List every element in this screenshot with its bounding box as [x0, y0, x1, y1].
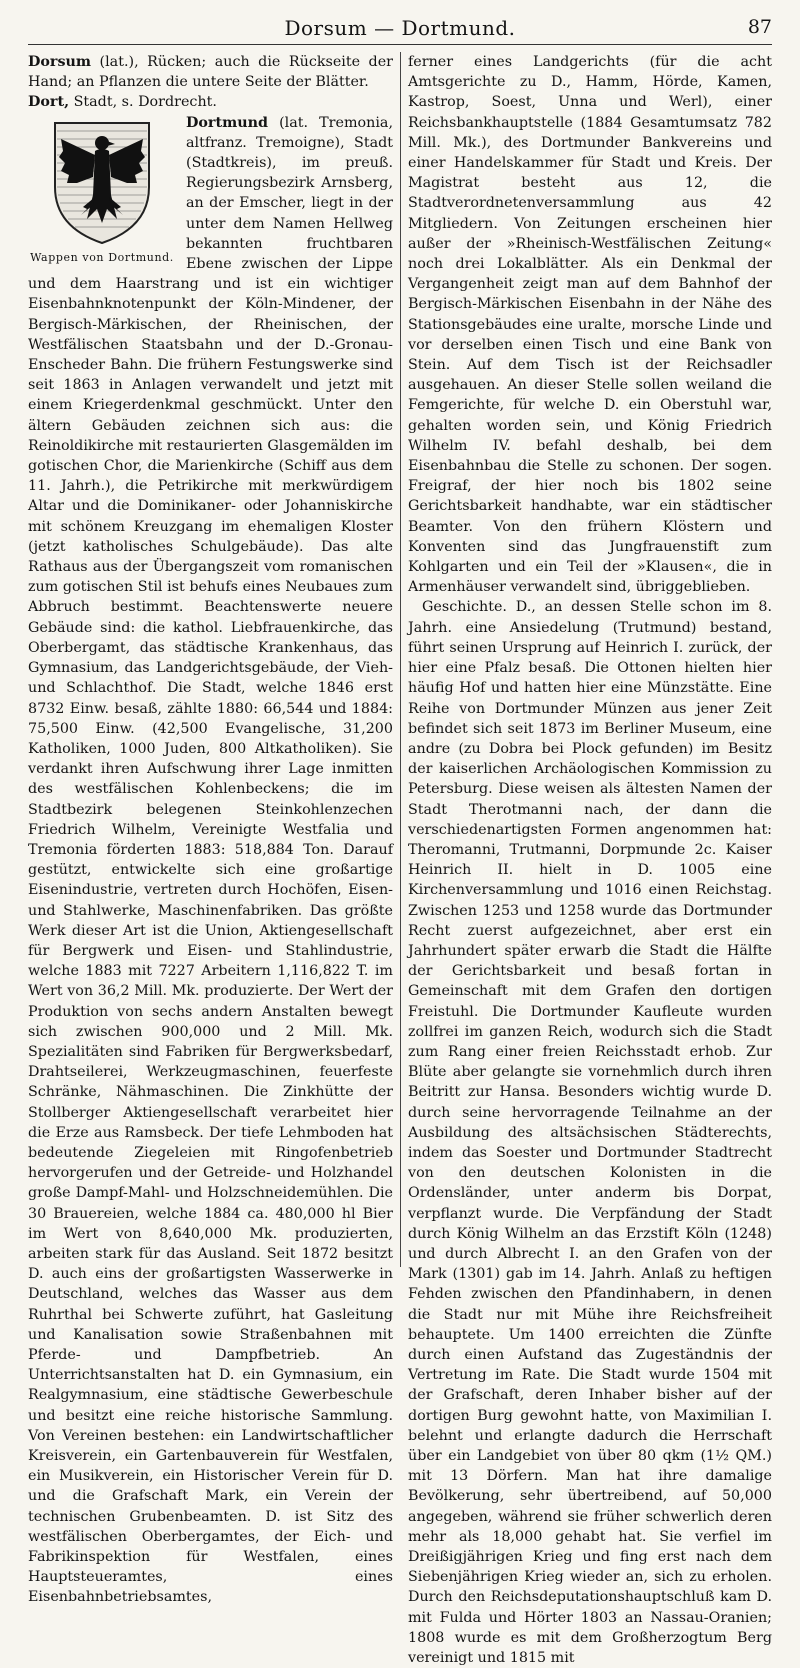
- entry-dortmund: [28, 113, 393, 1608]
- eagle-coat-of-arms-icon: [47, 117, 157, 247]
- lemma-dortmund: Dortmund: [186, 114, 268, 131]
- page-number: 87: [747, 16, 772, 38]
- paragraph-history: Geschichte. D., an dessen Stelle schon im 8. Jahrh. eine Ansiedelung (Trutmund) bestand, führt seinen Ursprung auf Heinrich I. zurück, der hier eine Pfalz besaß. Die Ottonen hielten hier häufig Hof und hatten hier eine Münzstätte. Eine Reihe von Dortmunder Münzen aus jener Zeit befindet sich seit 1873 im Berliner Museum, eine andre (zu Dobra bei Plock gefunden) im Besitz der kaiserlichen Archäologischen Kommission zu Petersburg. Diese weisen als ältesten Namen der Stadt Therotmanni nach, der dann die verschiedenartigsten Formen angenommen hat: Theromanni, Trutmanni, Dorpmunde 2c. Kaiser Heinrich II. hielt in D. 1005 eine Kirchenversammlung und 1016 einen Reichstag. Zwischen 1253 und 1258 wurde das Dortmunder Recht zuerst aufgezeichnet, aber erst ein Jahrhundert später erwarb die Stadt die Hälfte der Gerichtsbarkeit und besaß fortan in Gemeinschaft mit dem Grafen den dortigen Freistuhl. Die Dortmunder Kaufleute wurden zollfrei im ganzen Reich, wodurch sich die Stadt zum Rang einer freien Reichsstadt erhob. Zur Blüte aber gelangte sie vornehmlich durch ihren Beitritt zur Hansa. Besonders wichtig wurde D. durch seine hervorragende Teilnahme an der Ausbildung des altsächsischen Städterechts, indem das Soester und Dortmunder Stadtrecht von den deutschen Kolonisten in die Ordensländer, unter anderm bis Dorpat, verpflanzt wurde. Die Verpfändung der Stadt durch König Wilhelm an das Erzstift Köln (1248) und durch Albrecht I. an den Grafen von der Mark (1301) gab im 14. Jahrh. Anlaß zu heftigen Fehden zwischen den Pfandinhabern, in denen die Stadt nur mit Mühe ihre Reichsfreiheit behauptete. Um 1400 erreichten die Zünfte durch einen Aufstand das Zugeständnis der Vertretung im Rate. Die Stadt wurde 1504 mit der Grafschaft, deren Inhaber bisher auf der dortigen Burg gewohnt hatte, von Maximilian I. belehnt und erlangte dadurch die Herrschaft über ein Landgebiet von über 80 qkm (1½ QM.) mit 13 Dörfern. Man hat ihre damalige Bevölkerung, sehr übertreibend, auf 50,000 angegeben, während sie früher schwerlich deren mehr als 18,000 gehabt hat. Sie verfiel im Dreißigjährigen Krieg und fing erst nach dem Siebenjährigen Krieg wieder an, sich zu erholen. Durch den Reichsdeputationshauptschluß kam D. mit Fulda und Hörter 1803 an Nassau-Oranien; 1808 wurde es mit dem Großherzogtum Berg vereinigt und 1815 mit: [408, 599, 772, 1667]
- running-title: Dorsum — Dortmund.: [284, 16, 516, 40]
- left-column: [28, 52, 400, 1606]
- entry-dortmund-text: (lat. Tremonia, altfranz. Tremoigne), Stadt (Stadtkreis), im preuß. Regierungsbezirk Arnsberg, an der Emscher, liegt in der unter dem Namen Hellweg bekannten fruchtbaren Ebene zwischen der Lippe und dem Haarstrang und ist ein wichtiger Eisenbahnknotenpunkt der Köln-Mindener, der Bergisch-Märkischen, der Rheinischen, der Westfälischen Staatsbahn und der D.-Gronau-Enscheder Bahn. Die frühern Festungswerke sind seit 1863 in Anlagen verwandelt und jetzt mit einem Kriegerdenkmal geschmückt. Unter den ältern Gebäuden zeichnen sich aus: die Reinoldikirche mit restaurierten Glasgemälden im gotischen Chor, die Marienkirche (Schiff aus dem 11. Jahrh.), die Petrikirche mit merkwürdigem Altar und die Dominikaner- oder Johanniskirche mit schönem Kreuzgang im ehemaligen Kloster (jetzt katholisches Schulgebäude). Das alte Rathaus aus der Übergangszeit vom romanischen zum gotischen Stil ist behufs eines Neubaues zum Abbruch bestimmt. Beachtenswerte neuere Gebäude sind: die kathol. Liebfrauenkirche, das Oberbergamt, das städtische Krankenhaus, das Gymnasium, das Landgerichtsgebäude, der Vieh- und Schlachthof. Die Stadt, welche 1846 erst 8732 Einw. besaß, zählte 1880: 66,544 und 1884: 75,500 Einw. (42,500 Evangelische, 31,200 Katholiken, 1000 Juden, 800 Altkatholiken). Sie verdankt ihren Aufschwung ihrer Lage inmitten des westfälischen Kohlenbeckens; die im Stadtbezirk belegenen Steinkohlenzechen Friedrich Wilhelm, Vereinigte Westfalia und Tremonia förderten 1883: 518,884 Ton. Darauf gestützt, entwickelte sich eine großartige Eisenindustrie, vertreten durch Hochöfen, Eisen- und Stahlwerke, Maschinenfabriken. Das größte Werk dieser Art ist die Union, Aktiengesellschaft für Bergwerk und Eisen- und Stahlindustrie, welche 1883 mit 7227 Arbeitern 1,116,822 T. im Wert von 36,2 Mill. Mk. produzierte. Der Wert der Produktion von sechs andern Anstalten bewegt sich zwischen 900,000 und 2 Mill. Mk. Spezialitäten sind Fabriken für Bergwerksbedarf, Drahtseilerei, Werkzeugmaschinen, feuerfeste Schränke, Nähmaschinen. Die Zinkhütte der Stollberger Aktiengesellschaft verarbeitet hier die Erze aus Ramsbeck. Der tiefe Lehmboden hat bedeutende Ziegeleien mit Ringofenbetrieb hervorgerufen und der Getreide- und Holzhandel große Dampf-Mahl- und Holzschneidemühlen. Die 30 Brauereien, welche 1884 ca. 480,000 hl Bier im Wert von 8,640,000 Mk. produzierten, arbeiten stark für das Ausland. Seit 1872 besitzt D. auch eins der großartigsten Wasserwerke in Deutschland, welches das Wasser aus dem Ruhrthal bei Schwerte zuführt, hat Gasleitung und Kanalisation sowie Straßenbahnen mit Pferde- und Dampfbetrieb. An Unterrichtsanstalten hat D. ein Gymnasium, ein Realgymnasium, eine städtische Gewerbeschule und besitzt eine reiche historische Sammlung. Von Vereinen bestehen: ein Landwirtschaftlicher Kreisverein, ein Gartenbauverein für Westfalen, ein Musikverein, ein Historischer Verein für D. und die Grafschaft Mark, ein Verein der technischen Grubenbeamten. D. ist Sitz des westfälischen Oberbergamtes, der Eich- und Fabrikinspektion für Westfalen, eines Hauptsteueramtes, eines Eisenbahnbetriebsamtes,: [28, 114, 394, 1606]
- text-columns: [28, 52, 772, 1667]
- lemma-dort: Dort,: [28, 94, 70, 111]
- entry-dorsum-text: (lat.), Rücken; auch die Rückseite der Hand; an Pflanzen die untere Seite der Blätter.: [28, 54, 393, 91]
- entry-dorsum: [28, 52, 393, 92]
- entry-dort: [28, 92, 393, 112]
- coat-of-arms-figure: [28, 117, 176, 265]
- figure-caption: Wappen von Dortmund.: [30, 250, 174, 264]
- lemma-dorsum: Dorsum: [28, 54, 92, 70]
- paragraph-administration: ferner eines Landgerichts (für die acht Amtsgerichte zu D., Hamm, Hörde, Kamen, Kastrop, Soest, Unna und Werl), einer Reichsbankhauptstelle (1884 Gesamtumsatz 782 Mill. Mk.), des Dortmunder Bankvereins und einer Handelskammer für Stadt und Kreis. Der Magistrat besteht aus 12, die Stadtverordnetenversammlung aus 42 Mitgliedern. Von Zeitungen erscheinen hier außer der »Rheinisch-Westfälischen Zeitung« noch drei Lokalblätter. Als ein Denkmal der Vergangenheit zeigt man auf dem Bahnhof der Bergisch-Märkischen Eisenbahn in der Nähe des Stationsgebäudes eine uralte, morsche Linde und vor derselben einen Tisch und eine Bank von Stein. Auf dem Tisch ist der Reichsadler ausgehauen. An dieser Stelle sollen weiland die Femgerichte, für welche D. ein Oberstuhl war, gehalten worden sein, und König Friedrich Wilhelm IV. befahl deshalb, bei dem Eisenbahnbau die Stelle zu schonen. Der sogen. Freigraf, der hier noch bis 1802 seine Gerichtsbarkeit handhabte, war ein städtischer Beamter. Von den frühern Klöstern und Konventen sind das Jungfrauenstift zum Kohlgarten und ein Teil der »Klausen«, die in Armenhäuser verwandelt sind, übriggeblieben.: [408, 54, 772, 596]
- page-header: [28, 10, 772, 45]
- right-column: [400, 52, 772, 1667]
- entry-dort-text: Stadt, s. Dordrecht.: [69, 94, 217, 111]
